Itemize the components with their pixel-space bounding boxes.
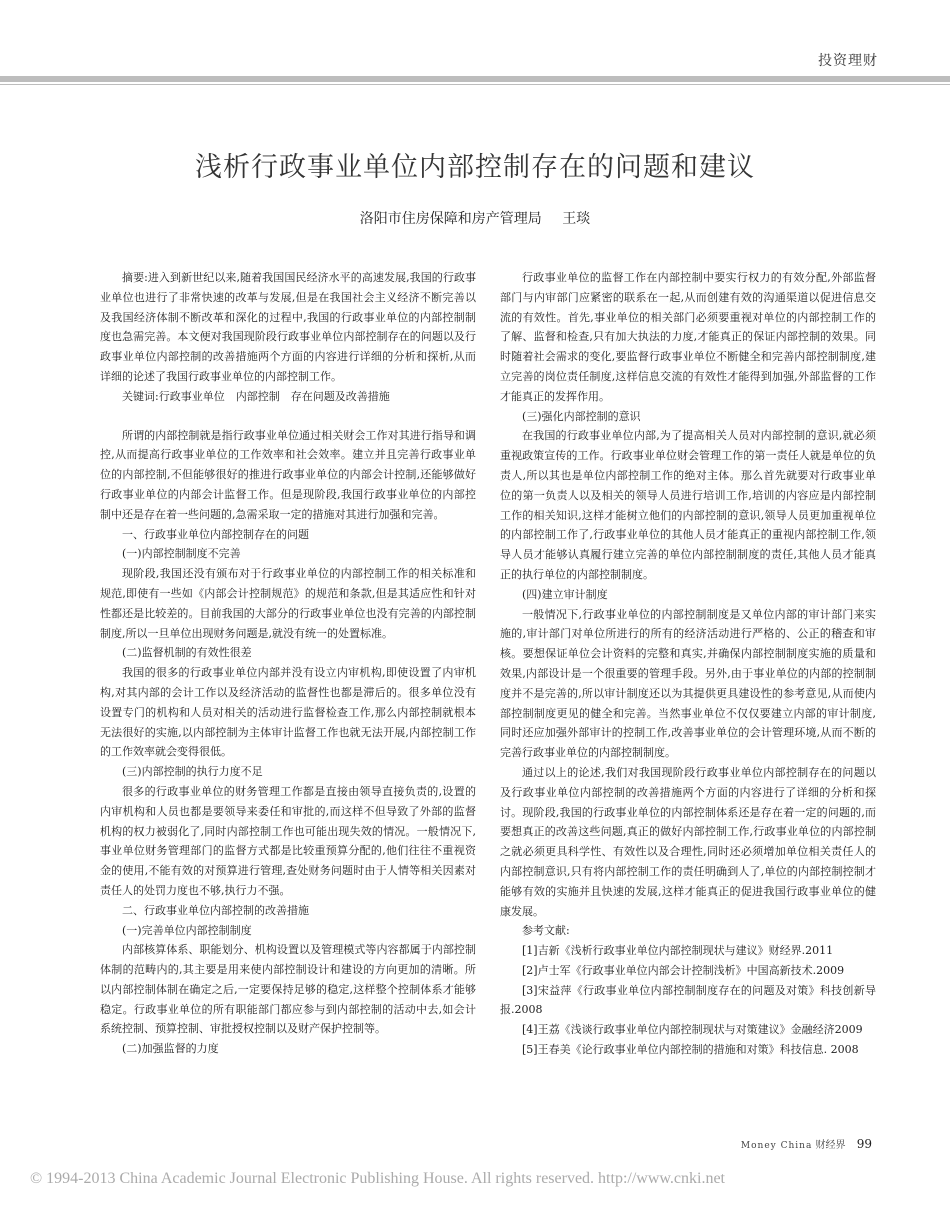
page-footer xyxy=(741,1136,872,1151)
subsection-heading: (二)监督机制的有效性很差 xyxy=(122,646,252,660)
page-number: 99 xyxy=(856,1137,872,1151)
subsection-heading: (二)加强监督的力度 xyxy=(122,1042,219,1056)
journal-name-cn: 财经界 xyxy=(815,1140,846,1151)
body-paragraph: 一般情况下,行政事业单位的内部控制制度是又单位内部的审计部门来实施的,审计部门对单位所进行的所有的经济活动进行严格的、公正的稽查和审核。要想保证单位会计资料的完整和真实,并确保内部控制制度实施的质量和效果,内部设计是一个很重要的管理手段。另外,由于事业单位的内部的控制制度并不是完善的,所以审计制度还以为其提供更具建设性的参考意见,从而使内部控制制度更见的健全和完善。当然事业单位不仅仅要建立内部的审计制度,同时还应加强外部审计的控制工作,改善事业单位的会计管理环境,从而不断的完善行政事业单位的内部控制制度。 xyxy=(500,607,876,760)
abstract: 摘要:进入到新世纪以来,随着我国国民经济水平的高速发展,我国的行政事业单位也进行了非常快速的改革与发展,但是在我国社会主义经济不断完善以及我国经济体制不断改革和深化的过程中,我国的行政事业单位的内部控制制度也急需完善。本文便对我国现阶段行政事业单位内部控制存在的问题以及行政事业单位内部控制的改善措施两个方面的内容进行详细的分析和探析,从而详细的论述了我国行政事业单位的内部控制工作。 xyxy=(100,271,476,383)
subsection-heading: (四)建立审计制度 xyxy=(522,587,608,601)
body-paragraph: 很多的行政事业单位的财务管理工作都是直接由领导直接负责的,设置的内审机构和人员也都是要领导来委任和审批的,而这样不但导致了外部的监督机构的权力被弱化了,同时内部控制工作也可能出现失效的情况。一般情况下,事业单位财务管理部门的监督方式都是比较重预算分配的,他们往往不重视资金的使用,不能有效的对预算进行管理,查处财务问题时由于人情等相关因素对责任人的处罚力度也不够,执行力不强。 xyxy=(100,784,476,897)
subsection-heading: (三)内部控制的执行力度不足 xyxy=(122,765,263,779)
body-paragraph: 所谓的内部控制就是指行政事业单位通过相关财会工作对其进行指导和调控,从而提高行政事业单位的工作效率和社会效率。建立并且完善行政事业单位的内部控制,不但能够很好的推进行政事业单位的内部会计控制,还能够做好行政事业单位的内部会计监督工作。但是现阶段,我国行政事业单位的内部控制中还是存在着一些问题的,急需采取一定的措施对其进行加强和完善。 xyxy=(100,428,476,521)
article-title: 浅析行政事业单位内部控制存在的问题和建议 xyxy=(195,152,755,183)
body-paragraph: 现阶段,我国还没有颁布对于行政事业单位的内部控制工作的相关标准和规范,即使有一些如《内部会计控制规范》的规范和条款,但是其适应性和针对性都还是比较差的。目前我国的大部分的行政事业单位也没有完善的内部控制制度,所以一旦单位出现财务问题是,就没有统一的处置标准。 xyxy=(100,567,476,640)
reference-item: [5]王春美《论行政事业单位内部控制的措施和对策》科技信息. 2008 xyxy=(522,1043,859,1057)
paragraph-gap xyxy=(100,407,476,426)
right-column xyxy=(500,268,876,1060)
author-name: 王琰 xyxy=(562,211,591,227)
body-paragraph: 内部核算体系、职能划分、机构设置以及管理模式等内容都属于内部控制体制的范畴内的,其主要是用来使内部控制设计和建设的方向更加的清晰。所以内部控制体制在确定之后,一定要保持足够的稳定,这样整个控制体系才能够稳定。行政事业单位的所有职能部门都应参与到内部控制的活动中去,如会计系统控制、预算控制、审批授权控制以及财产保护控制等。 xyxy=(100,943,476,1036)
author-affiliation: 洛阳市住房保障和房产管理局 xyxy=(359,211,542,227)
reference-item: [4]王荔《浅谈行政事业单位内部控制现状与对策建议》金融经济2009 xyxy=(522,1023,863,1037)
reference-item: [3]宋益萍《行政事业单位内部控制制度存在的问题及对策》科技创新导报.2008 xyxy=(500,983,876,1017)
section-label: 投资理财 xyxy=(818,53,878,69)
left-column xyxy=(100,268,476,1059)
body-paragraph: 我国的很多的行政事业单位内部并没有设立内审机构,即使设置了内审机构,对其内部的会计工作以及经济活动的监督性也都是滞后的。很多单位没有设置专门的机构和人员对相关的活动进行监督检查工作,那么内部控制就根本无法很好的实施,以内部控制为主体审计监督工作也就无法开展,内部控制工作的工作效率就会变得很低。 xyxy=(100,666,476,759)
subsection-heading: (一)内部控制制度不完善 xyxy=(122,547,241,561)
references-heading: 参考文献: xyxy=(522,924,570,938)
body-paragraph: 行政事业单位的监督工作在内部控制中要实行权力的有效分配,外部监督部门与内审部门应紧密的联系在一起,从而创建有效的沟通渠道以促进信息交流的有效性。首先,事业单位的相关部门必须要重视对单位的内部控制工作的了解、监督和检查,只有加大执法的力度,才能真正的保证内部控制的效果。同时随着社会需求的变化,要监督行政事业单位不断健全和完善内部控制制度,建立完善的岗位责任制度,这样信息交流的有效性才能得到加强,外部监督的工作才能真正的发挥作用。 xyxy=(500,271,876,403)
header-rule xyxy=(0,76,950,82)
keywords: 关键词:行政事业单位 内部控制 存在问题及改善措施 xyxy=(122,389,390,403)
section-heading: 一、行政事业单位内部控制存在的问题 xyxy=(122,527,309,541)
subsection-heading: (三)强化内部控制的意识 xyxy=(522,409,641,423)
header-rule-thin xyxy=(0,84,950,85)
body-paragraph: 在我国的行政事业单位内部,为了提高相关人员对内部控制的意识,就必须重视政策宣传的工作。行政事业单位财会管理工作的第一责任人就是单位的负责人,所以其也是单位内部控制工作的绝对主体。那么首先就要对行政事业单位的第一负责人以及相关的领导人员进行培训工作,培训的内容应是内部控制工作的相关知识,这样才能树立他们的内部控制的意识,领导人员更加重视单位的内部控制工作了,行政事业单位的其他人员才能真正的重视内部控制工作,领导人员才能够认真履行建立完善的单位内部控制制度的责任,其他人员才能真正的执行单位的内部控制制度。 xyxy=(500,429,876,581)
subsection-heading: (一)完善单位内部控制制度 xyxy=(122,923,252,937)
journal-name-en: Money China xyxy=(740,1141,813,1151)
reference-item: [2]卢士军《行政事业单位内部会计控制浅析》中国高新技术.2009 xyxy=(522,963,845,977)
article-byline xyxy=(0,208,950,228)
reference-item: [1]吉新《浅析行政事业单位内部控制现状与建议》财经界.2011 xyxy=(522,944,834,958)
conclusion-paragraph: 通过以上的论述,我们对我国现阶段行政事业单位内部控制存在的问题以及行政事业单位内部控制的改善措施两个方面的内容进行了详细的分析和探讨。现阶段,我国的行政事业单位的内部控制体系还是存在着一定的问题的,而要想真正的改善这些问题,真正的做好内部控制工作,行政事业单位的内部控制之就必须更具科学性、有效性以及合理性,同时还必须增加单位相关责任人的内部控制意识,只有将内部控制工作的责任明确到人了,单位的内部控制控制才能够有效的实施并且快速的发展,这样才能真正的促进我国行政事业单位的健康发展。 xyxy=(500,765,876,918)
section-heading: 二、行政事业单位内部控制的改善措施 xyxy=(122,903,309,917)
copyright-watermark: © 1994-2013 China Academic Journal Electronic Publishing House. All rights reserved. http://www.cnki.net xyxy=(30,1170,725,1187)
